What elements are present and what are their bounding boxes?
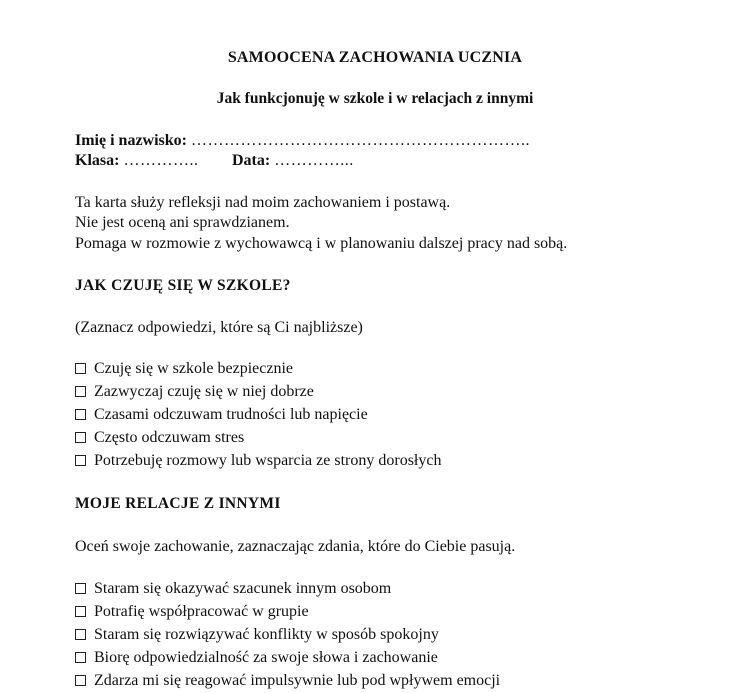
name-label: Imię i nazwisko: (75, 132, 187, 149)
checkbox-option[interactable] (75, 428, 244, 448)
section-heading-feelings: JAK CZUJĘ SIĘ W SZKOLE? (75, 277, 291, 294)
name-value[interactable]: …………………………………………………….. (191, 132, 530, 149)
option-label: Zdarza mi się reagować impulsywnie lub pod wpływem emocji (94, 672, 501, 689)
checkbox-icon[interactable] (75, 409, 86, 420)
checkbox-icon[interactable] (75, 652, 86, 663)
option-label: Potrafię współpracować w grupie (94, 603, 309, 620)
document-subtitle: Jak funkcjonuję w szkole i w relacjach z innymi (216, 90, 534, 107)
checkbox-option[interactable] (75, 451, 441, 471)
intro-line: Pomaga w rozmowie z wychowawcą i w planowaniu dalszej pracy nad sobą. (75, 235, 568, 252)
date-value[interactable]: …………... (274, 152, 354, 169)
section-heading-relations: MOJE RELACJE Z INNYMI (75, 495, 281, 512)
checkbox-option[interactable] (75, 671, 500, 691)
class-label: Klasa: (75, 152, 120, 169)
checkbox-icon[interactable] (75, 675, 86, 686)
option-label: Zazwyczaj czuję się w niej dobrze (94, 383, 314, 400)
checkbox-option[interactable] (75, 602, 309, 622)
document-title: SAMOOCENA ZACHOWANIA UCZNIA (227, 49, 523, 66)
checkbox-option[interactable] (75, 382, 314, 402)
checkbox-icon[interactable] (75, 363, 86, 374)
class-value[interactable]: ………….. (123, 152, 199, 169)
checkbox-icon[interactable] (75, 386, 86, 397)
checkbox-option[interactable] (75, 405, 368, 425)
name-field[interactable] (75, 131, 530, 151)
checkbox-option[interactable] (75, 648, 438, 668)
checkbox-icon[interactable] (75, 455, 86, 466)
option-label: Staram się rozwiązywać konflikty w sposób spokojny (94, 626, 439, 643)
checkbox-icon[interactable] (75, 583, 86, 594)
checkbox-option[interactable] (75, 579, 391, 599)
option-label: Czasami odczuwam trudności lub napięcie (94, 406, 368, 423)
class-field[interactable] (75, 151, 198, 171)
option-label: Potrzebuję rozmowy lub wsparcia ze strony dorosłych (94, 452, 442, 469)
checkbox-icon[interactable] (75, 606, 86, 617)
checkbox-option[interactable] (75, 359, 293, 379)
checkbox-icon[interactable] (75, 629, 86, 640)
checkbox-option[interactable] (75, 625, 439, 645)
date-field[interactable] (232, 151, 354, 171)
option-label: Czuję się w szkole bezpiecznie (94, 360, 294, 377)
date-label: Data: (232, 152, 271, 169)
option-label: Często odczuwam stres (94, 429, 245, 446)
intro-line: Nie jest oceną ani sprawdzianem. (75, 214, 290, 231)
intro-line: Ta karta służy refleksji nad moim zachowaniem i postawą. (75, 194, 451, 211)
section-instruction: Oceń swoje zachowanie, zaznaczając zdania, które do Ciebie pasują. (75, 538, 516, 555)
option-label: Biorę odpowiedzialność za swoje słowa i zachowanie (94, 649, 438, 666)
option-label: Staram się okazywać szacunek innym osobom (94, 580, 392, 597)
section-instruction: (Zaznacz odpowiedzi, które są Ci najbliższe) (75, 319, 363, 336)
checkbox-icon[interactable] (75, 432, 86, 443)
